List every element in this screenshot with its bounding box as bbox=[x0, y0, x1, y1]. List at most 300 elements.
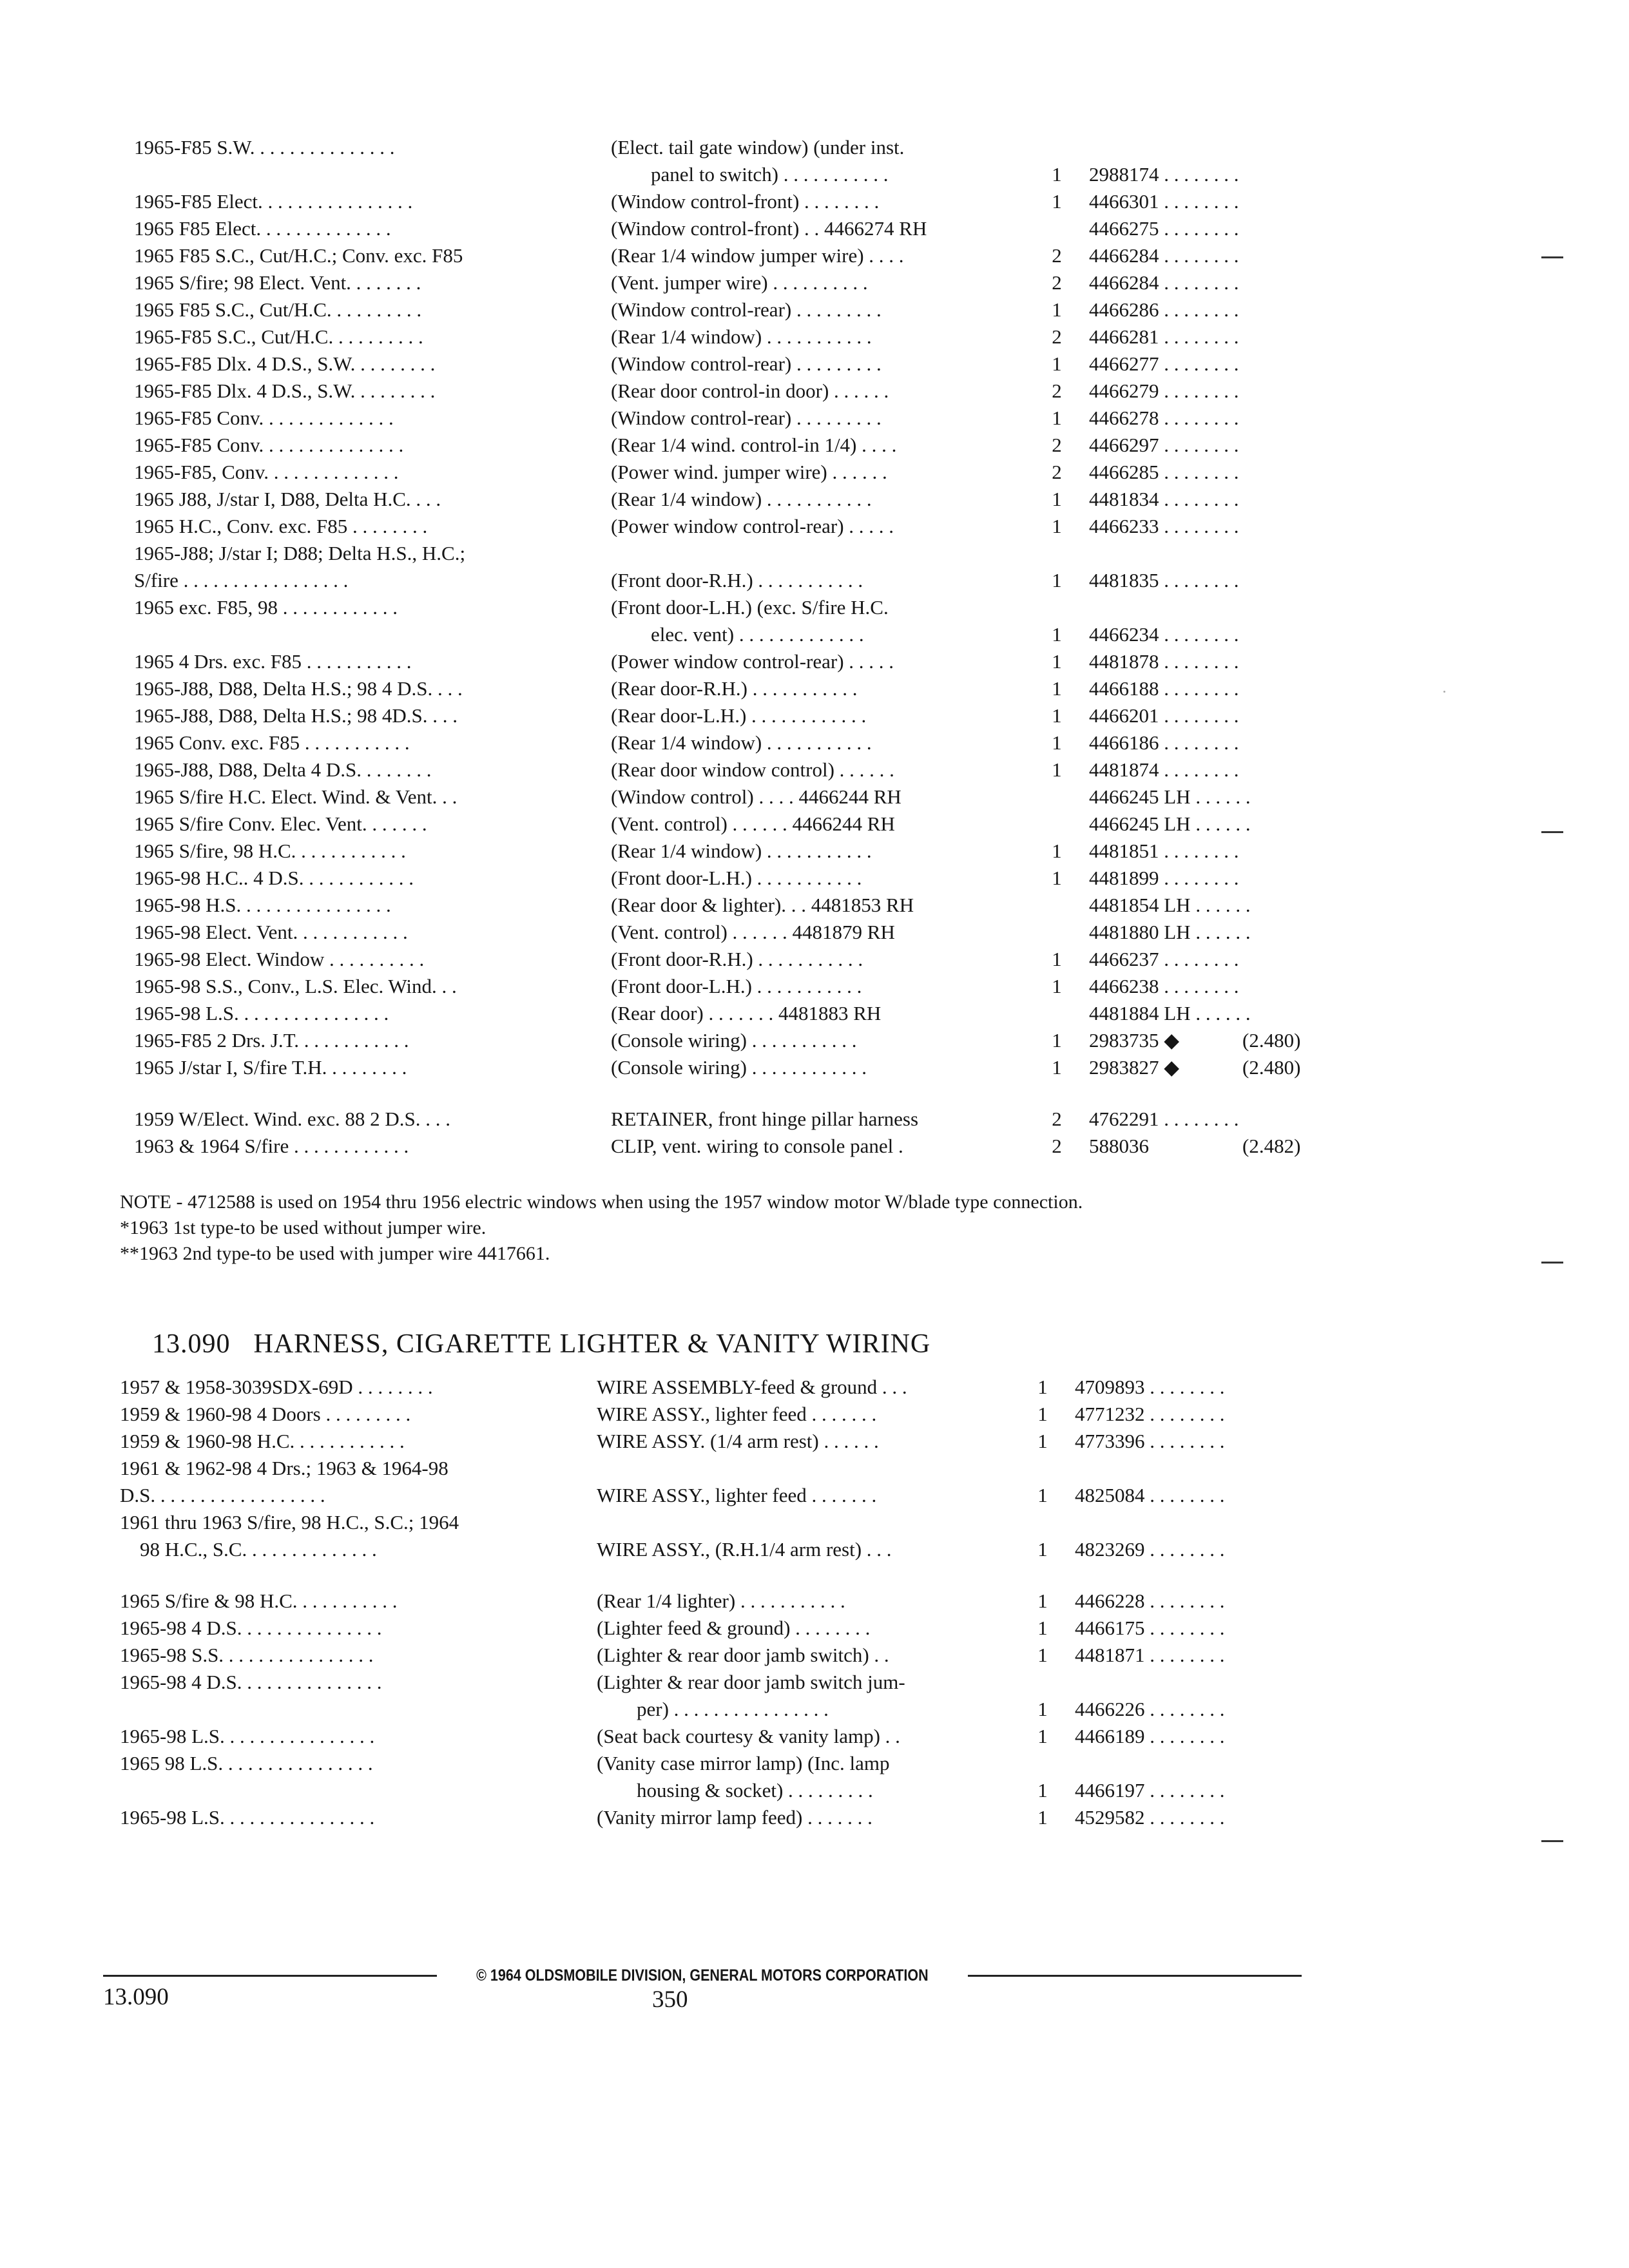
quantity-cell: 1 bbox=[1037, 1779, 1048, 1802]
parts-row bbox=[134, 378, 1313, 405]
description-cell bbox=[611, 1133, 903, 1160]
application-cell bbox=[120, 1401, 410, 1428]
description-cell bbox=[611, 594, 889, 648]
parts-row bbox=[134, 648, 1313, 675]
application-cell bbox=[134, 702, 458, 729]
part-number-cell: 4481835 . . . . . . . . bbox=[1089, 569, 1239, 591]
quantity-cell: 1 bbox=[1052, 488, 1062, 510]
section-title: HARNESS, CIGARETTE LIGHTER & VANITY WIRING bbox=[253, 1329, 931, 1359]
footer-rule bbox=[103, 1966, 1302, 1985]
reference-cell: (2.482) bbox=[1242, 1135, 1300, 1157]
description-text: (Front door-R.H.) . . . . . . . . . . . bbox=[611, 948, 863, 970]
parts-row bbox=[134, 351, 1313, 378]
parts-row bbox=[120, 1374, 1299, 1401]
parts-row bbox=[134, 783, 1313, 811]
part-number-cell: 4481871 . . . . . . . . bbox=[1075, 1644, 1225, 1666]
parts-row bbox=[134, 729, 1313, 756]
application-cell bbox=[134, 513, 427, 540]
application-text: S/fire . . . . . . . . . . . . . . . . . bbox=[134, 569, 349, 591]
application-cell bbox=[134, 351, 435, 378]
application-text: 1965 4 Drs. exc. F85 . . . . . . . . . . . bbox=[134, 650, 412, 673]
description-text: CLIP, vent. wiring to console panel . bbox=[611, 1135, 903, 1157]
application-text: 1965-98 S.S. . . . . . . . . . . . . . . . bbox=[120, 1644, 374, 1666]
footer-section-number: 13.090 bbox=[103, 1984, 169, 2010]
quantity-cell: 2 bbox=[1052, 461, 1062, 483]
part-number-cell: 4481880 LH . . . . . . bbox=[1089, 921, 1251, 943]
part-number-cell: 4466226 . . . . . . . . bbox=[1075, 1698, 1225, 1720]
parts-row bbox=[134, 134, 1313, 188]
application-cell bbox=[134, 540, 465, 594]
quantity-cell: 1 bbox=[1052, 569, 1062, 591]
application-cell bbox=[134, 865, 414, 892]
parts-row bbox=[134, 323, 1313, 351]
description-text: (Rear 1/4 window) . . . . . . . . . . . bbox=[611, 840, 872, 862]
margin-mark bbox=[1541, 1840, 1563, 1842]
parts-row bbox=[134, 1000, 1313, 1027]
description-cell bbox=[611, 1106, 918, 1133]
description-cell bbox=[611, 1000, 881, 1027]
description-text: (Front door-L.H.) (exc. S/fire H.C. bbox=[611, 596, 889, 619]
description-text: (Rear door control-in door) . . . . . . bbox=[611, 380, 889, 402]
quantity-cell: 1 bbox=[1037, 1644, 1048, 1666]
quantity-cell: 1 bbox=[1037, 1725, 1048, 1747]
description-text: (Console wiring) . . . . . . . . . . . . bbox=[611, 1056, 867, 1079]
description-text: RETAINER, front hinge pillar harness bbox=[611, 1108, 919, 1130]
part-number-cell: 4529582 . . . . . . . . bbox=[1075, 1806, 1225, 1829]
note-line: NOTE - 4712588 is used on 1954 thru 1956 electric windows when using the 1957 window motor W/blade type connection. bbox=[120, 1191, 1083, 1213]
description-cell bbox=[597, 1669, 905, 1723]
application-cell bbox=[134, 188, 412, 215]
part-number-cell: 4466188 . . . . . . . . bbox=[1089, 677, 1239, 700]
description-cell bbox=[597, 1401, 876, 1428]
description-text bbox=[597, 1509, 892, 1536]
description-text: housing & socket) . . . . . . . . . bbox=[597, 1779, 873, 1802]
part-number-cell: 4762291 . . . . . . . . bbox=[1089, 1108, 1239, 1130]
note-line: *1963 1st type-to be used without jumper wire. bbox=[120, 1217, 487, 1238]
part-number-cell: 4481874 . . . . . . . . bbox=[1089, 758, 1239, 781]
application-cell bbox=[134, 1027, 409, 1054]
part-number-cell: 4466301 . . . . . . . . bbox=[1089, 190, 1239, 213]
rule-line bbox=[968, 1975, 1302, 1977]
description-cell bbox=[597, 1723, 900, 1750]
part-number-cell: 4466286 . . . . . . . . bbox=[1089, 298, 1239, 321]
parts-row bbox=[134, 865, 1313, 892]
quantity-cell: 1 bbox=[1052, 840, 1062, 862]
parts-row bbox=[120, 1428, 1299, 1455]
parts-row bbox=[134, 459, 1313, 486]
quantity-cell: 1 bbox=[1037, 1403, 1048, 1425]
description-cell bbox=[597, 1588, 845, 1615]
part-number-cell: 4466278 . . . . . . . . bbox=[1089, 407, 1239, 429]
description-cell bbox=[611, 865, 862, 892]
parts-table-lighter-vanity bbox=[120, 1374, 1299, 1831]
application-text: 1959 W/Elect. Wind. exc. 88 2 D.S. . . . bbox=[134, 1108, 450, 1130]
quantity-cell: 1 bbox=[1052, 650, 1062, 673]
description-cell bbox=[611, 486, 872, 513]
parts-row bbox=[120, 1509, 1299, 1563]
application-cell bbox=[134, 486, 441, 513]
description-text: (Rear door) . . . . . . . 4481883 RH bbox=[611, 1002, 882, 1024]
application-cell bbox=[134, 946, 424, 973]
quantity-cell: 1 bbox=[1037, 1430, 1048, 1452]
description-text bbox=[611, 540, 863, 567]
quantity-cell: 2 bbox=[1052, 434, 1062, 456]
parts-row bbox=[134, 188, 1313, 215]
application-cell bbox=[134, 783, 457, 811]
quantity-cell: 1 bbox=[1052, 731, 1062, 754]
quantity-cell: 1 bbox=[1052, 677, 1062, 700]
part-number-cell: 4466189 . . . . . . . . bbox=[1075, 1725, 1225, 1747]
application-cell bbox=[120, 1642, 374, 1669]
application-text: 1965-F85 Conv. . . . . . . . . . . . . . bbox=[134, 407, 394, 429]
part-number-cell: 4466281 . . . . . . . . bbox=[1089, 325, 1239, 348]
description-text: (Seat back courtesy & vanity lamp) . . bbox=[597, 1725, 900, 1747]
description-text: (Vanity mirror lamp feed) . . . . . . . bbox=[597, 1806, 872, 1829]
application-cell bbox=[120, 1509, 459, 1563]
parts-row bbox=[120, 1588, 1299, 1615]
page-speck bbox=[1443, 691, 1445, 693]
description-text: (Rear door-R.H.) . . . . . . . . . . . bbox=[611, 677, 858, 700]
application-cell bbox=[134, 323, 423, 351]
quantity-cell: 1 bbox=[1052, 352, 1062, 375]
part-number-cell: 2988174 . . . . . . . . bbox=[1089, 163, 1239, 186]
quantity-cell: 1 bbox=[1037, 1538, 1048, 1561]
application-text: 1965 exc. F85, 98 . . . . . . . . . . . . bbox=[134, 596, 398, 619]
part-number-cell: 4466245 LH . . . . . . bbox=[1089, 812, 1251, 835]
description-text: (Rear door window control) . . . . . . bbox=[611, 758, 894, 781]
part-number-cell: 4466284 . . . . . . . . bbox=[1089, 271, 1239, 294]
note-block bbox=[120, 1189, 1280, 1267]
quantity-cell: 1 bbox=[1052, 407, 1062, 429]
quantity-cell: 1 bbox=[1037, 1806, 1048, 1829]
description-text: (Rear door-L.H.) . . . . . . . . . . . . bbox=[611, 704, 867, 727]
application-cell bbox=[134, 1000, 389, 1027]
description-cell bbox=[611, 973, 862, 1000]
description-cell bbox=[597, 1642, 889, 1669]
description-text: (Vent. control) . . . . . . 4466244 RH bbox=[611, 812, 895, 835]
part-number-cell: 4466186 . . . . . . . . bbox=[1089, 731, 1239, 754]
part-number-cell: 4466245 LH . . . . . . bbox=[1089, 785, 1251, 808]
description-text: (Console wiring) . . . . . . . . . . . bbox=[611, 1029, 857, 1052]
application-cell bbox=[134, 459, 398, 486]
application-text: 1965-98 L.S. . . . . . . . . . . . . . . . bbox=[120, 1725, 375, 1747]
application-text: 1965 S/fire & 98 H.C. . . . . . . . . . . bbox=[120, 1590, 398, 1612]
application-cell bbox=[134, 973, 457, 1000]
application-text: 98 H.C., S.C. . . . . . . . . . . . . . bbox=[120, 1538, 377, 1561]
description-cell bbox=[611, 269, 868, 296]
application-cell bbox=[134, 405, 394, 432]
parts-row bbox=[120, 1642, 1299, 1669]
application-text: 1965-J88, D88, Delta H.S.; 98 4 D.S. . . . bbox=[134, 677, 463, 700]
quantity-cell: 1 bbox=[1052, 867, 1062, 889]
description-cell bbox=[611, 1054, 867, 1081]
description-text: (Front door-L.H.) . . . . . . . . . . . bbox=[611, 867, 862, 889]
part-number-cell: 4771232 . . . . . . . . bbox=[1075, 1403, 1225, 1425]
margin-mark bbox=[1541, 256, 1563, 258]
part-number-cell: 4466234 . . . . . . . . bbox=[1089, 623, 1239, 646]
part-number-cell: 4773396 . . . . . . . . bbox=[1075, 1430, 1225, 1452]
application-cell bbox=[134, 432, 403, 459]
description-text: (Power wind. jumper wire) . . . . . . bbox=[611, 461, 887, 483]
description-cell bbox=[611, 405, 882, 432]
description-cell bbox=[611, 459, 887, 486]
description-cell bbox=[597, 1374, 907, 1401]
description-cell bbox=[611, 811, 895, 838]
description-text: (Window control-rear) . . . . . . . . . bbox=[611, 298, 882, 321]
description-text: (Rear 1/4 window) . . . . . . . . . . . bbox=[611, 325, 872, 348]
application-text: 1965-J88; J/star I; D88; Delta H.S., H.C.; bbox=[134, 542, 466, 564]
application-text: 1965 Conv. exc. F85 . . . . . . . . . . . bbox=[134, 731, 410, 754]
part-number-cell: 4466297 . . . . . . . . bbox=[1089, 434, 1239, 456]
parts-row bbox=[134, 1133, 1313, 1160]
application-text: 1965-F85 S.W. . . . . . . . . . . . . . . bbox=[134, 136, 395, 159]
application-cell bbox=[134, 919, 408, 946]
copyright: © 1964 OLDSMOBILE DIVISION, GENERAL MOTORS CORPORATION bbox=[476, 1966, 929, 1984]
parts-row bbox=[134, 811, 1313, 838]
application-cell bbox=[134, 1133, 409, 1160]
description-text: (Lighter feed & ground) . . . . . . . . bbox=[597, 1617, 871, 1639]
application-text: 1965-98 S.S., Conv., L.S. Elec. Wind. . . bbox=[134, 975, 457, 997]
quantity-cell: 1 bbox=[1037, 1376, 1048, 1398]
description-text: (Rear 1/4 window jumper wire) . . . . bbox=[611, 244, 904, 267]
quantity-cell: 1 bbox=[1037, 1617, 1048, 1639]
part-number-cell: 4481899 . . . . . . . . bbox=[1089, 867, 1239, 889]
parts-row bbox=[120, 1750, 1299, 1804]
quantity-cell: 2 bbox=[1052, 325, 1062, 348]
application-text: 1965-98 Elect. Vent. . . . . . . . . . . . bbox=[134, 921, 408, 943]
description-cell bbox=[611, 648, 894, 675]
application-text: 1965-F85 Dlx. 4 D.S., S.W. . . . . . . . . bbox=[134, 352, 436, 375]
quantity-cell: 1 bbox=[1037, 1590, 1048, 1612]
description-text: elec. vent) . . . . . . . . . . . . . bbox=[611, 623, 864, 646]
application-text: 1965-98 H.S. . . . . . . . . . . . . . . . bbox=[134, 894, 391, 916]
application-text: 1965-F85 Dlx. 4 D.S., S.W. . . . . . . . . bbox=[134, 380, 436, 402]
description-text: (Vent. control) . . . . . . 4481879 RH bbox=[611, 921, 895, 943]
parts-row bbox=[134, 1106, 1313, 1133]
description-cell bbox=[611, 675, 858, 702]
margin-mark bbox=[1541, 831, 1563, 833]
description-cell bbox=[611, 134, 904, 188]
part-number-cell: 2983735 ◆ bbox=[1089, 1029, 1180, 1052]
application-cell bbox=[120, 1428, 405, 1455]
quantity-cell: 1 bbox=[1037, 1698, 1048, 1720]
description-text: (Window control-front) . . . . . . . . bbox=[611, 190, 880, 213]
description-text: (Window control-front) . . 4466274 RH bbox=[611, 217, 927, 240]
description-text: (Window control-rear) . . . . . . . . . bbox=[611, 407, 882, 429]
quantity-cell: 1 bbox=[1052, 758, 1062, 781]
description-text: WIRE ASSY. (1/4 arm rest) . . . . . . bbox=[597, 1430, 879, 1452]
part-number-cell: 4481884 LH . . . . . . bbox=[1089, 1002, 1251, 1024]
description-cell bbox=[611, 919, 895, 946]
application-cell bbox=[134, 269, 421, 296]
description-cell bbox=[611, 783, 901, 811]
part-number-cell: 4466175 . . . . . . . . bbox=[1075, 1617, 1225, 1639]
application-text: 1963 & 1964 S/fire . . . . . . . . . . . . bbox=[134, 1135, 409, 1157]
application-text: 1965-98 4 D.S. . . . . . . . . . . . . . . bbox=[120, 1617, 382, 1639]
parts-row bbox=[120, 1455, 1299, 1509]
application-text: 1965 98 L.S. . . . . . . . . . . . . . . . bbox=[120, 1752, 373, 1774]
application-text: 1965 J88, J/star I, D88, Delta H.C. . . . bbox=[134, 488, 441, 510]
row-gap bbox=[134, 1081, 1313, 1106]
quantity-cell: 1 bbox=[1052, 163, 1062, 186]
parts-row bbox=[134, 486, 1313, 513]
description-text: (Rear 1/4 window) . . . . . . . . . . . bbox=[611, 488, 872, 510]
description-text: WIRE ASSY., lighter feed . . . . . . . bbox=[597, 1484, 877, 1506]
description-text: (Vent. jumper wire) . . . . . . . . . . bbox=[611, 271, 868, 294]
quantity-cell: 2 bbox=[1052, 380, 1062, 402]
description-text: (Front door-R.H.) . . . . . . . . . . . bbox=[611, 569, 863, 591]
application-cell bbox=[134, 134, 394, 161]
application-text: D.S. . . . . . . . . . . . . . . . . . bbox=[120, 1484, 325, 1506]
part-number-cell: 4466279 . . . . . . . . bbox=[1089, 380, 1239, 402]
parts-row bbox=[120, 1615, 1299, 1642]
description-cell bbox=[597, 1615, 870, 1642]
parts-row bbox=[134, 405, 1313, 432]
parts-row bbox=[134, 675, 1313, 702]
part-number-cell: 4466233 . . . . . . . . bbox=[1089, 515, 1239, 537]
application-cell bbox=[134, 594, 398, 621]
application-cell bbox=[120, 1750, 373, 1777]
description-text: (Power window control-rear) . . . . . bbox=[611, 650, 894, 673]
quantity-cell: 2 bbox=[1052, 1108, 1062, 1130]
description-cell bbox=[597, 1750, 890, 1804]
quantity-cell: 2 bbox=[1052, 271, 1062, 294]
part-number-cell: 4709893 . . . . . . . . bbox=[1075, 1376, 1225, 1398]
part-number-cell: 4466201 . . . . . . . . bbox=[1089, 704, 1239, 727]
application-text: 1965-98 L.S. . . . . . . . . . . . . . . . bbox=[120, 1806, 375, 1829]
part-number-cell: 4466228 . . . . . . . . bbox=[1075, 1590, 1225, 1612]
page-number: 350 bbox=[652, 1986, 688, 2013]
description-cell bbox=[611, 756, 894, 783]
part-number-cell: 4466285 . . . . . . . . bbox=[1089, 461, 1239, 483]
description-text: (Lighter & rear door jamb switch jum- bbox=[597, 1671, 905, 1693]
parts-row bbox=[134, 242, 1313, 269]
margin-mark bbox=[1541, 1262, 1563, 1264]
application-text: 1961 & 1962-98 4 Drs.; 1963 & 1964-98 bbox=[120, 1457, 448, 1479]
parts-row bbox=[120, 1401, 1299, 1428]
quantity-cell: 1 bbox=[1052, 623, 1062, 646]
row-gap bbox=[120, 1563, 1299, 1588]
description-text: WIRE ASSEMBLY-feed & ground . . . bbox=[597, 1376, 907, 1398]
description-cell bbox=[611, 540, 863, 594]
application-cell bbox=[120, 1669, 381, 1696]
application-text: 1965-F85 S.C., Cut/H.C. . . . . . . . . . bbox=[134, 325, 423, 348]
quantity-cell: 2 bbox=[1052, 1135, 1062, 1157]
description-cell bbox=[611, 296, 882, 323]
description-cell bbox=[611, 215, 927, 242]
parts-row bbox=[134, 296, 1313, 323]
application-cell bbox=[134, 648, 412, 675]
application-cell bbox=[134, 675, 463, 702]
description-cell bbox=[597, 1804, 872, 1831]
description-text: (Elect. tail gate window) (under inst. bbox=[611, 136, 905, 159]
application-text: 1965 S/fire H.C. Elect. Wind. & Vent. . . bbox=[134, 785, 458, 808]
description-text: (Power window control-rear) . . . . . bbox=[611, 515, 894, 537]
parts-row bbox=[134, 513, 1313, 540]
application-cell bbox=[120, 1615, 381, 1642]
parts-row bbox=[134, 702, 1313, 729]
part-number-cell: 4466237 . . . . . . . . bbox=[1089, 948, 1239, 970]
description-cell bbox=[611, 378, 889, 405]
description-cell bbox=[611, 242, 904, 269]
reference-cell: (2.480) bbox=[1242, 1029, 1300, 1052]
application-cell bbox=[134, 1054, 407, 1081]
parts-row bbox=[134, 594, 1313, 648]
application-text: 1965 S/fire, 98 H.C. . . . . . . . . . . . bbox=[134, 840, 406, 862]
description-cell bbox=[611, 892, 914, 919]
application-cell bbox=[134, 1106, 450, 1133]
part-number-cell: 4466197 . . . . . . . . bbox=[1075, 1779, 1225, 1802]
part-number-cell: 4466238 . . . . . . . . bbox=[1089, 975, 1239, 997]
description-text bbox=[597, 1455, 876, 1482]
quantity-cell: 1 bbox=[1052, 190, 1062, 213]
part-number-cell: 4481854 LH . . . . . . bbox=[1089, 894, 1251, 916]
application-text: 1965 F85 Elect. . . . . . . . . . . . . . bbox=[134, 217, 391, 240]
part-number-cell: 4466275 . . . . . . . . bbox=[1089, 217, 1239, 240]
application-text: 1965-98 4 D.S. . . . . . . . . . . . . . . bbox=[120, 1671, 382, 1693]
parts-row bbox=[134, 946, 1313, 973]
parts-row bbox=[120, 1669, 1299, 1723]
quantity-cell: 1 bbox=[1052, 948, 1062, 970]
parts-row bbox=[134, 1027, 1313, 1054]
description-cell bbox=[597, 1428, 879, 1455]
application-cell bbox=[134, 296, 421, 323]
application-cell bbox=[134, 729, 410, 756]
application-text: 1961 thru 1963 S/fire, 98 H.C., S.C.; 1964 bbox=[120, 1511, 459, 1533]
application-text: 1965-F85 Elect. . . . . . . . . . . . . . . . bbox=[134, 190, 413, 213]
application-cell bbox=[134, 242, 463, 269]
parts-row bbox=[134, 1054, 1313, 1081]
application-cell bbox=[134, 892, 391, 919]
description-text: per) . . . . . . . . . . . . . . . . bbox=[597, 1698, 829, 1720]
description-text: (Window control) . . . . 4466244 RH bbox=[611, 785, 901, 808]
quantity-cell: 1 bbox=[1052, 975, 1062, 997]
application-cell bbox=[134, 378, 435, 405]
application-text: 1965-F85 2 Drs. J.T. . . . . . . . . . . . bbox=[134, 1029, 409, 1052]
parts-row bbox=[120, 1804, 1299, 1831]
description-text: (Front door-L.H.) . . . . . . . . . . . bbox=[611, 975, 862, 997]
application-text: 1965-98 Elect. Window . . . . . . . . . . bbox=[134, 948, 425, 970]
application-cell bbox=[134, 838, 406, 865]
application-cell bbox=[134, 756, 432, 783]
description-text: WIRE ASSY., (R.H.1/4 arm rest) . . . bbox=[597, 1538, 892, 1561]
quantity-cell: 1 bbox=[1052, 1029, 1062, 1052]
section-number: 13.090 bbox=[152, 1329, 231, 1359]
description-cell bbox=[611, 513, 894, 540]
application-text: 1959 & 1960-98 4 Doors . . . . . . . . . bbox=[120, 1403, 411, 1425]
application-text: 1957 & 1958-3039SDX-69D . . . . . . . . bbox=[120, 1376, 433, 1398]
application-cell bbox=[120, 1588, 398, 1615]
application-text: 1965-98 L.S. . . . . . . . . . . . . . . . bbox=[134, 1002, 389, 1024]
description-cell bbox=[597, 1509, 892, 1563]
description-text: (Rear door & lighter). . . 4481853 RH bbox=[611, 894, 914, 916]
application-text: 1965-F85, Conv. . . . . . . . . . . . . . bbox=[134, 461, 399, 483]
parts-row bbox=[134, 540, 1313, 594]
application-text: 1965 S/fire Conv. Elec. Vent. . . . . . . bbox=[134, 812, 427, 835]
description-cell bbox=[611, 729, 872, 756]
parts-row bbox=[134, 756, 1313, 783]
part-number-cell: 4466277 . . . . . . . . bbox=[1089, 352, 1239, 375]
description-cell bbox=[611, 188, 879, 215]
application-cell bbox=[120, 1723, 374, 1750]
description-cell bbox=[611, 838, 872, 865]
part-number-cell: 4481878 . . . . . . . . bbox=[1089, 650, 1239, 673]
parts-row bbox=[134, 838, 1313, 865]
note-line: **1963 2nd type-to be used with jumper wire 4417661. bbox=[120, 1243, 550, 1264]
description-cell bbox=[611, 432, 896, 459]
quantity-cell: 1 bbox=[1052, 1056, 1062, 1079]
application-text: 1965 F85 S.C., Cut/H.C.; Conv. exc. F85 bbox=[134, 244, 463, 267]
